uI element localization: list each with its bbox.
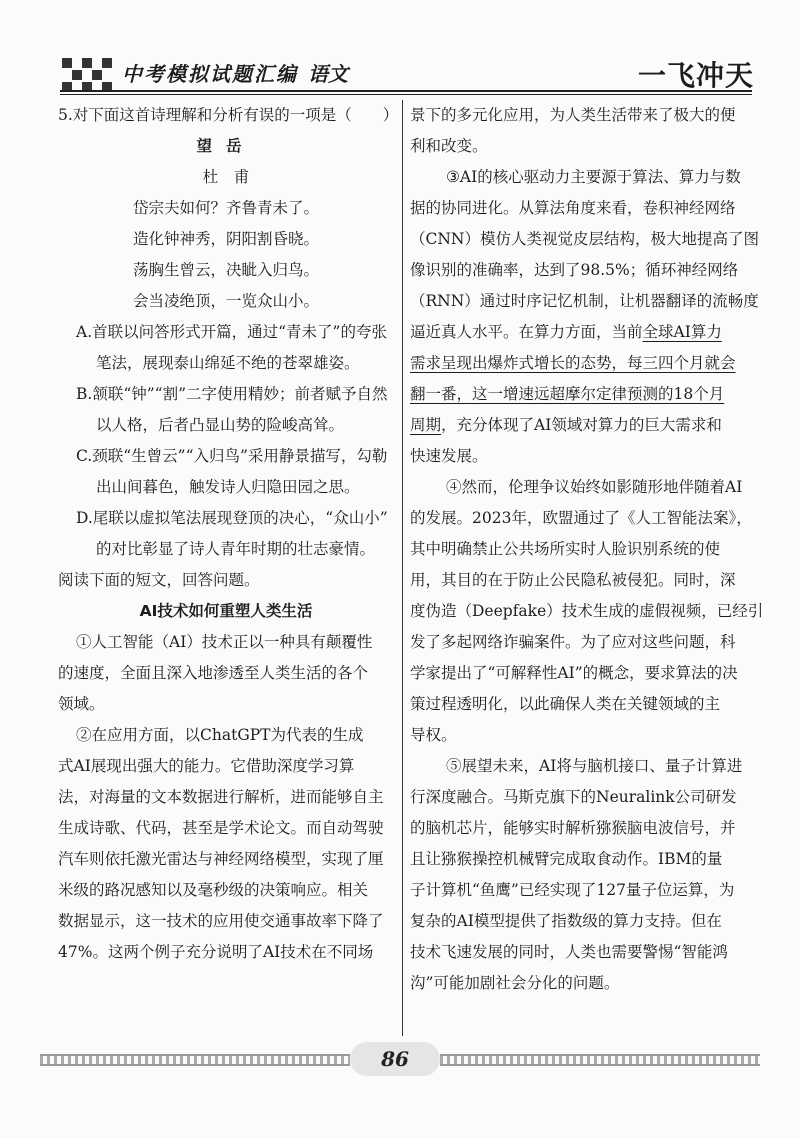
option-a: A.首联以问答形式开篇，通过“青未了”的夸张 (76, 323, 387, 341)
para5-line: 子计算机“鱼鹰”已经实现了127量子位运算，为 (410, 881, 735, 899)
para4-line: 的发展。2023年，欧盟通过了《人工智能法案》， (410, 509, 752, 527)
para2-line: 法，对海量的文本数据进行解析，进而能够自主 (58, 788, 384, 806)
para4-line: 发了多起网络诈骗案件。为了应对这些问题，科 (410, 633, 736, 651)
para5-line: 且让猕猴操控机械臂完成取食动作。IBM的量 (410, 850, 723, 868)
left-column (58, 100, 399, 968)
para3-line (410, 317, 750, 348)
option-c-cont: 出山间暮色，触发诗人归隐田园之思。 (96, 478, 360, 496)
para3-line: ③AI的核心驱动力主要源于算法、算力与数 (446, 168, 741, 186)
poem-line: 岱宗夫如何？齐鲁青未了。 (132, 199, 319, 217)
para3-line: （RNN）通过时序记忆机制，让机器翻译的流畅度 (410, 292, 759, 310)
brand-logo: 一飞冲天 (637, 59, 754, 92)
poem-title: 望岳 (196, 137, 256, 155)
option-a-cont: 笔法，展现泰山绵延不绝的苍翠雄姿。 (96, 354, 360, 372)
underlined-text: 全球AI算力 (642, 323, 722, 341)
para5-line: ⑤展望未来，AI将与脑机接口、量子计算进 (446, 757, 743, 775)
option-d: D.尾联以虚拟笔法展现登顶的决心，“众山小” (76, 509, 388, 527)
right-column (410, 100, 764, 999)
footer-ornament (440, 1054, 760, 1066)
para3-line: 像识别的准确率，达到了98.5%；循环神经网络 (410, 261, 739, 279)
checker-logo-icon (62, 58, 114, 92)
header-rule-thin (60, 94, 752, 95)
para4-line: 其中明确禁止公共场所实时人脸识别系统的使 (410, 540, 721, 558)
para2-line: 利和改变。 (410, 137, 488, 155)
subject-label: 语文 (308, 62, 348, 86)
page-footer (0, 1040, 800, 1080)
para3-text: ，充分体现了AI领域对算力的巨大需求和 (441, 416, 722, 434)
para2-line: 数据显示，这一技术的应用使交通事故率下降了 (58, 912, 384, 930)
para5-line: 行深度融合。马斯克旗下的Neuralink公司研发 (410, 788, 737, 806)
option-b-cont: 以人格，后者凸显山势的险峻高耸。 (96, 416, 345, 434)
page-header (0, 0, 800, 100)
option-d-cont: 的对比彰显了诗人青年时期的壮志豪情。 (96, 540, 376, 558)
para1-line: ①人工智能（AI）技术正以一种具有颠覆性 (76, 633, 373, 651)
para1-line: 领域。 (58, 695, 105, 713)
para4-line: 用，其目的在于防止公民隐私被侵犯。同时，深 (410, 571, 736, 589)
para3-line: 快速发展。 (410, 447, 488, 465)
poem-line: 造化钟神秀，阴阳割昏晓。 (132, 230, 319, 248)
option-c: C.颈联“生曾云”“入归鸟”采用静景描写，勾勒 (76, 447, 388, 465)
para5-line: 技术飞速发展的同时，人类也需要警惕“智能鸿 (410, 943, 728, 961)
para4-line: 学家提出了“可解释性AI”的概念，要求算法的决 (410, 664, 738, 682)
para2-line: 生成诗歌、代码，甚至是学术论文。而自动驾驶 (58, 819, 384, 837)
reading-instruction: 阅读下面的短文，回答问题。 (58, 571, 260, 589)
para4-line: 导权。 (410, 726, 457, 744)
para5-line: 的脑机芯片，能够实时解析猕猴脑电波信号，并 (410, 819, 736, 837)
article-title: AI技术如何重塑人类生活 (139, 602, 313, 620)
para2-line: 景下的多元化应用，为人类生活带来了极大的便 (410, 106, 736, 124)
para2-line: 47%。这两个例子充分说明了AI技术在不同场 (58, 943, 374, 961)
page-number: 86 (350, 1042, 440, 1076)
underlined-text: 周期 (410, 416, 442, 434)
poem-author: 杜 甫 (202, 168, 250, 186)
para1-line: 的速度，全面且深入地渗透至人类生活的各个 (58, 664, 369, 682)
poem-line: 会当凌绝顶，一览众山小。 (132, 292, 319, 310)
para3-line: （CNN）模仿人类视觉皮层结构，极大地提高了图 (410, 230, 759, 248)
para5-line: 沟”可能加剧社会分化的问题。 (410, 974, 620, 992)
para4-line: ④然而，伦理争议始终如影随形地伴随着AI (446, 478, 743, 496)
underlined-text: 需求呈现出爆炸式增长的态势，每三四个月就会 (410, 354, 736, 372)
para3-line: 据的协同进化。从算法角度来看，卷积神经网络 (410, 199, 736, 217)
option-b: B.颔联“钟”“割”二字使用精妙；前者赋予自然 (76, 385, 388, 403)
column-divider (402, 100, 403, 1036)
para2-line: 汽车则依托激光雷达与神经网络模型，实现了厘 (58, 850, 384, 868)
para3-text: 逼近真人水平。在算力方面，当前 (410, 323, 643, 341)
para2-line: 式AI展现出强大的能力。它借助深度学习算 (58, 757, 355, 775)
footer-ornament (40, 1054, 350, 1066)
para3-line (410, 410, 750, 441)
para2-line: 米级的路况感知以及毫秒级的决策响应。相关 (58, 881, 369, 899)
series-title: 中考模拟试题汇编 (122, 62, 298, 86)
poem-line: 荡胸生曾云，决眦入归鸟。 (132, 261, 319, 279)
para2-line: ②在应用方面，以ChatGPT为代表的生成 (76, 726, 364, 744)
para5-line: 复杂的AI模型提供了指数级的算力支持。但在 (410, 912, 722, 930)
question-stem: 5.对下面这首诗理解和分析有误的一项是（ ） (58, 106, 399, 124)
header-rule (60, 90, 752, 92)
para4-line: 度伪造（Deepfake）技术生成的虚假视频，已经引 (410, 602, 764, 620)
para4-line: 策过程透明化，以此确保人类在关键领域的主 (410, 695, 721, 713)
underlined-text: 翻一番，这一增速远超摩尔定律预测的18个月 (410, 385, 725, 403)
